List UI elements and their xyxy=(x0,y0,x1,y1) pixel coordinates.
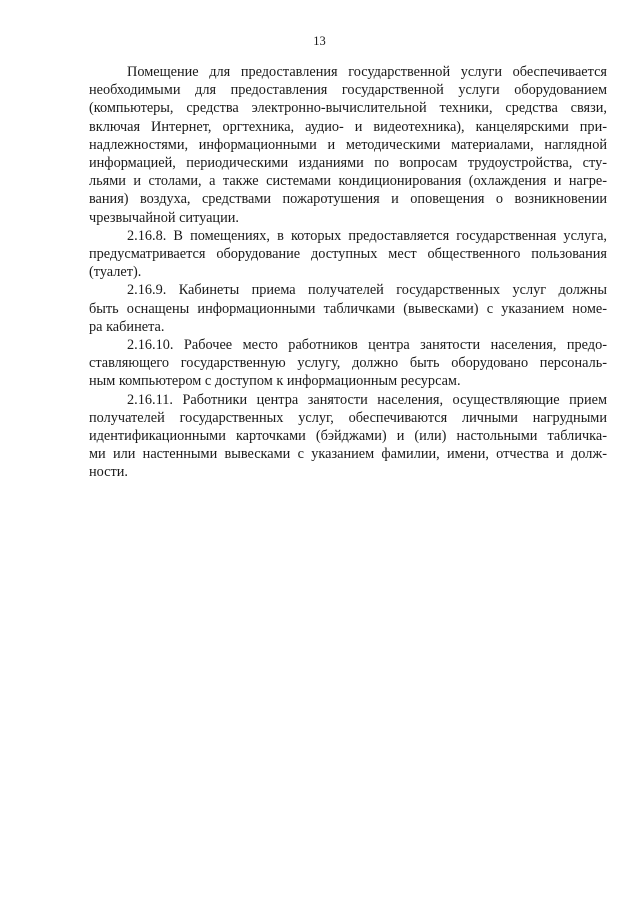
document-body xyxy=(89,63,607,482)
text-line: льями и столами, а также системами кондиционирования (охлаждения и нагре- xyxy=(89,173,607,190)
page-number: 13 xyxy=(313,34,326,48)
paragraph-2-16-10 xyxy=(89,336,607,391)
text-line: включая Интернет, оргтехника, аудио- и видеотехника), канцелярскими при- xyxy=(89,118,607,135)
text-line: ра кабинета. xyxy=(89,318,165,335)
text-line: получателей государственных услуг, обеспечиваются личными нагрудными xyxy=(89,409,607,426)
text-line: ставляющего государственную услугу, должно быть оборудовано персональ- xyxy=(89,355,607,372)
text-line: 2.16.8. В помещениях, в которых предоставляется государственная услуга, xyxy=(127,227,607,244)
paragraph-2-16-8 xyxy=(89,227,607,282)
text-line: надлежностями, информационными и методическими материалами, наглядной xyxy=(89,136,607,153)
text-line: 2.16.10. Рабочее место работников центра занятости населения, предо- xyxy=(127,337,607,354)
text-line: ми или настенными вывесками с указанием фамилии, имени, отчества и долж- xyxy=(89,446,607,463)
text-line: 2.16.11. Работники центра занятости населения, осуществляющие прием xyxy=(127,391,607,408)
text-line: вания) воздуха, средствами пожаротушения и оповещения о возникновении xyxy=(89,191,607,208)
text-line: (компьютеры, средства электронно-вычислительной техники, средства связи, xyxy=(89,100,607,117)
text-line: идентификационными карточками (бэйджами) и (или) настольными табличка- xyxy=(89,428,607,445)
text-line: Помещение для предоставления государственной услуги обеспечивается xyxy=(127,64,607,80)
paragraph-2-16-11 xyxy=(89,391,607,482)
text-line: необходимыми для предоставления государственной услуги оборудованием xyxy=(89,82,607,99)
text-line: чрезвычайной ситуации. xyxy=(89,209,239,226)
paragraph-premises-equipment xyxy=(89,63,607,227)
text-line: (туалет). xyxy=(89,264,142,281)
text-line: быть оснащены информационными табличками (вывесками) с указанием номе- xyxy=(89,300,607,317)
text-line: ности. xyxy=(89,464,128,481)
paragraph-2-16-9 xyxy=(89,281,607,336)
text-line: информацией, периодическими изданиями по вопросам трудоустройства, сту- xyxy=(89,155,607,172)
text-line: предусматривается оборудование доступных мест общественного пользования xyxy=(89,246,607,263)
text-line: ным компьютером с доступом к информационным ресурсам. xyxy=(89,373,461,390)
text-line: 2.16.9. Кабинеты приема получателей государственных услуг должны xyxy=(127,282,607,299)
